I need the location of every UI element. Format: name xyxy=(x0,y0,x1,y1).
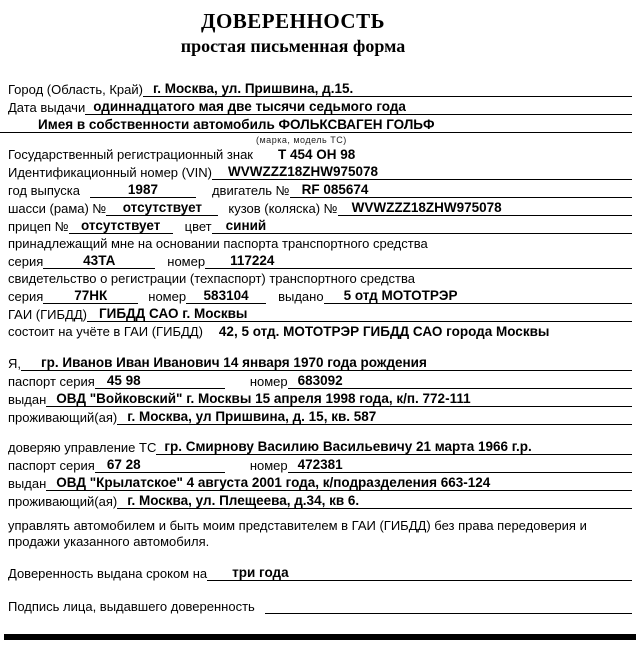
year-engine-row xyxy=(8,182,632,198)
sts-intro-text: свидетельство о регистрации (техпаспорт) транспортного средства xyxy=(8,271,416,286)
issue-date-row xyxy=(8,99,632,115)
issue-date-value: одиннадцатого мая две тысячи седьмого года xyxy=(85,99,632,115)
sts-issued-label: выдано xyxy=(278,289,324,304)
vin-row xyxy=(8,164,632,180)
registered-label: состоит на учёте в ГАИ (ГИБДД) xyxy=(8,324,203,339)
duration-row xyxy=(8,565,632,581)
page-title: ДОВЕРЕННОСТЬ xyxy=(201,9,385,33)
chassis-value: отсутствует xyxy=(106,200,218,216)
powers-text: управлять автомобилем и быть моим представителем в ГАИ (ГИБДД) без права передоверия и продажи указанного автомобиля. xyxy=(8,518,587,549)
vin-label: Идентификационный номер (VIN) xyxy=(8,165,212,180)
chassis-label: шасси (рама) № xyxy=(8,201,107,216)
reg-plate-label: Государственный регистрационный знак xyxy=(8,147,253,162)
pts-number-value: 117224 xyxy=(205,253,632,269)
gai-value: ГИБДД САО г. Москвы xyxy=(87,306,632,322)
pts-series-number-row xyxy=(8,253,632,269)
owner-residence-row xyxy=(8,409,632,425)
duration-value: три года xyxy=(207,565,632,581)
pts-number-label: номер xyxy=(167,254,206,269)
chassis-body-row xyxy=(8,200,632,216)
trustee-residence-row xyxy=(8,493,632,509)
make-model-hint: (марка, модель ТС) xyxy=(256,135,347,145)
owner-passport-series-value: 45 98 xyxy=(95,373,225,389)
trustee-passport-number-label: номер xyxy=(249,458,288,473)
trustee-passport-row xyxy=(8,457,632,473)
trailer-label: прицеп № xyxy=(8,219,69,234)
trustee-intro-label: доверяю управление ТС xyxy=(8,440,157,455)
gai-row xyxy=(8,306,632,322)
owner-name-value: гр. Иванов Иван Иванович 14 января 1970 года рождения xyxy=(21,355,632,371)
ownership-hint-row xyxy=(8,134,632,145)
owner-passport-issued-row xyxy=(8,391,632,407)
signature-label: Подпись лица, выдавшего доверенность xyxy=(8,599,255,614)
pts-series-label: серия xyxy=(8,254,44,269)
power-of-attorney-document xyxy=(0,9,640,647)
vin-value: WVWZZZ18ZHW975078 xyxy=(212,164,632,180)
ownership-statement: Имея в собственности автомобиль ФОЛЬКСВАГЕН ГОЛЬФ xyxy=(38,117,435,132)
pts-series-value: 43ТА xyxy=(43,253,155,269)
trailer-value: отсутствует xyxy=(69,218,173,234)
trustee-name-row xyxy=(8,439,632,455)
pts-intro-text: принадлежащий мне на основании паспорта транспортного средства xyxy=(8,236,428,251)
trustee-name-value: гр. Смирнову Василию Васильевичу 21 марта 1966 г.р. xyxy=(156,439,632,455)
owner-residence-value: г. Москва, ул Пришвина, д. 15, кв. 587 xyxy=(117,409,632,425)
engine-label: двигатель № xyxy=(211,183,290,198)
trailer-color-row xyxy=(8,218,632,234)
trustee-passport-issued-value: ОВД "Крылатское" 4 августа 2001 года, к/подразделения 663-124 xyxy=(46,475,632,491)
city-value: г. Москва, ул. Пришвина, д.15. xyxy=(143,81,632,97)
year-label: год выпуска xyxy=(8,183,80,198)
reg-plate-row xyxy=(8,147,632,162)
owner-name-row xyxy=(8,355,632,371)
trustee-residence-label: проживающий(ая) xyxy=(8,494,118,509)
color-value: синий xyxy=(212,218,632,234)
duration-label: Доверенность выдана сроком на xyxy=(8,566,208,581)
owner-passport-row xyxy=(8,373,632,389)
registered-value: 42, 5 отд. МОТОТРЭР ГИБДД САО города Москвы xyxy=(218,324,550,339)
city-row xyxy=(8,81,632,97)
poa-form xyxy=(8,81,632,640)
owner-intro-label: Я, xyxy=(8,356,21,371)
reg-plate-value: Т 454 ОН 98 xyxy=(277,147,356,162)
owner-passport-series-label: паспорт серия xyxy=(8,374,95,389)
city-label: Город (Область, Край) xyxy=(8,82,143,97)
sts-number-value: 583104 xyxy=(186,288,266,304)
trustee-passport-number-value: 472381 xyxy=(288,457,632,473)
sts-issued-value: 5 отд МОТОТРЭР xyxy=(324,288,632,304)
issue-date-label: Дата выдачи xyxy=(8,100,86,115)
registered-row xyxy=(8,324,632,339)
sts-series-value: 77НК xyxy=(43,288,138,304)
color-label: цвет xyxy=(184,219,212,234)
document-header xyxy=(8,9,578,57)
year-value: 1987 xyxy=(90,182,196,198)
sts-series-label: серия xyxy=(8,289,44,304)
owner-passport-issued-value: ОВД "Войковский" г. Москвы 15 апреля 1998 года, к/п. 772-111 xyxy=(46,391,632,407)
body-label: кузов (коляска) № xyxy=(228,201,338,216)
body-value: WVWZZZ18ZHW975078 xyxy=(338,200,632,216)
signature-line xyxy=(265,598,632,614)
engine-value: RF 085674 xyxy=(290,182,632,198)
sts-series-number-row xyxy=(8,288,632,304)
bottom-divider-bar xyxy=(4,634,636,640)
gai-label: ГАИ (ГИБДД) xyxy=(8,307,87,322)
owner-passport-number-label: номер xyxy=(249,374,288,389)
trustee-passport-series-label: паспорт серия xyxy=(8,458,95,473)
trustee-passport-series-value: 67 28 xyxy=(95,457,225,473)
page-subtitle: простая письменная форма xyxy=(180,36,406,56)
trustee-passport-issued-label: выдан xyxy=(8,476,47,491)
owner-passport-number-value: 683092 xyxy=(288,373,632,389)
signature-row xyxy=(8,598,632,614)
ownership-row xyxy=(0,117,632,133)
trustee-residence-value: г. Москва, ул. Плещеева, д.34, кв 6. xyxy=(117,493,632,509)
sts-intro-row xyxy=(8,271,632,286)
trustee-passport-issued-row xyxy=(8,475,632,491)
owner-passport-issued-label: выдан xyxy=(8,392,47,407)
owner-residence-label: проживающий(ая) xyxy=(8,410,118,425)
sts-number-label: номер xyxy=(148,289,187,304)
pts-intro-row xyxy=(8,236,632,251)
